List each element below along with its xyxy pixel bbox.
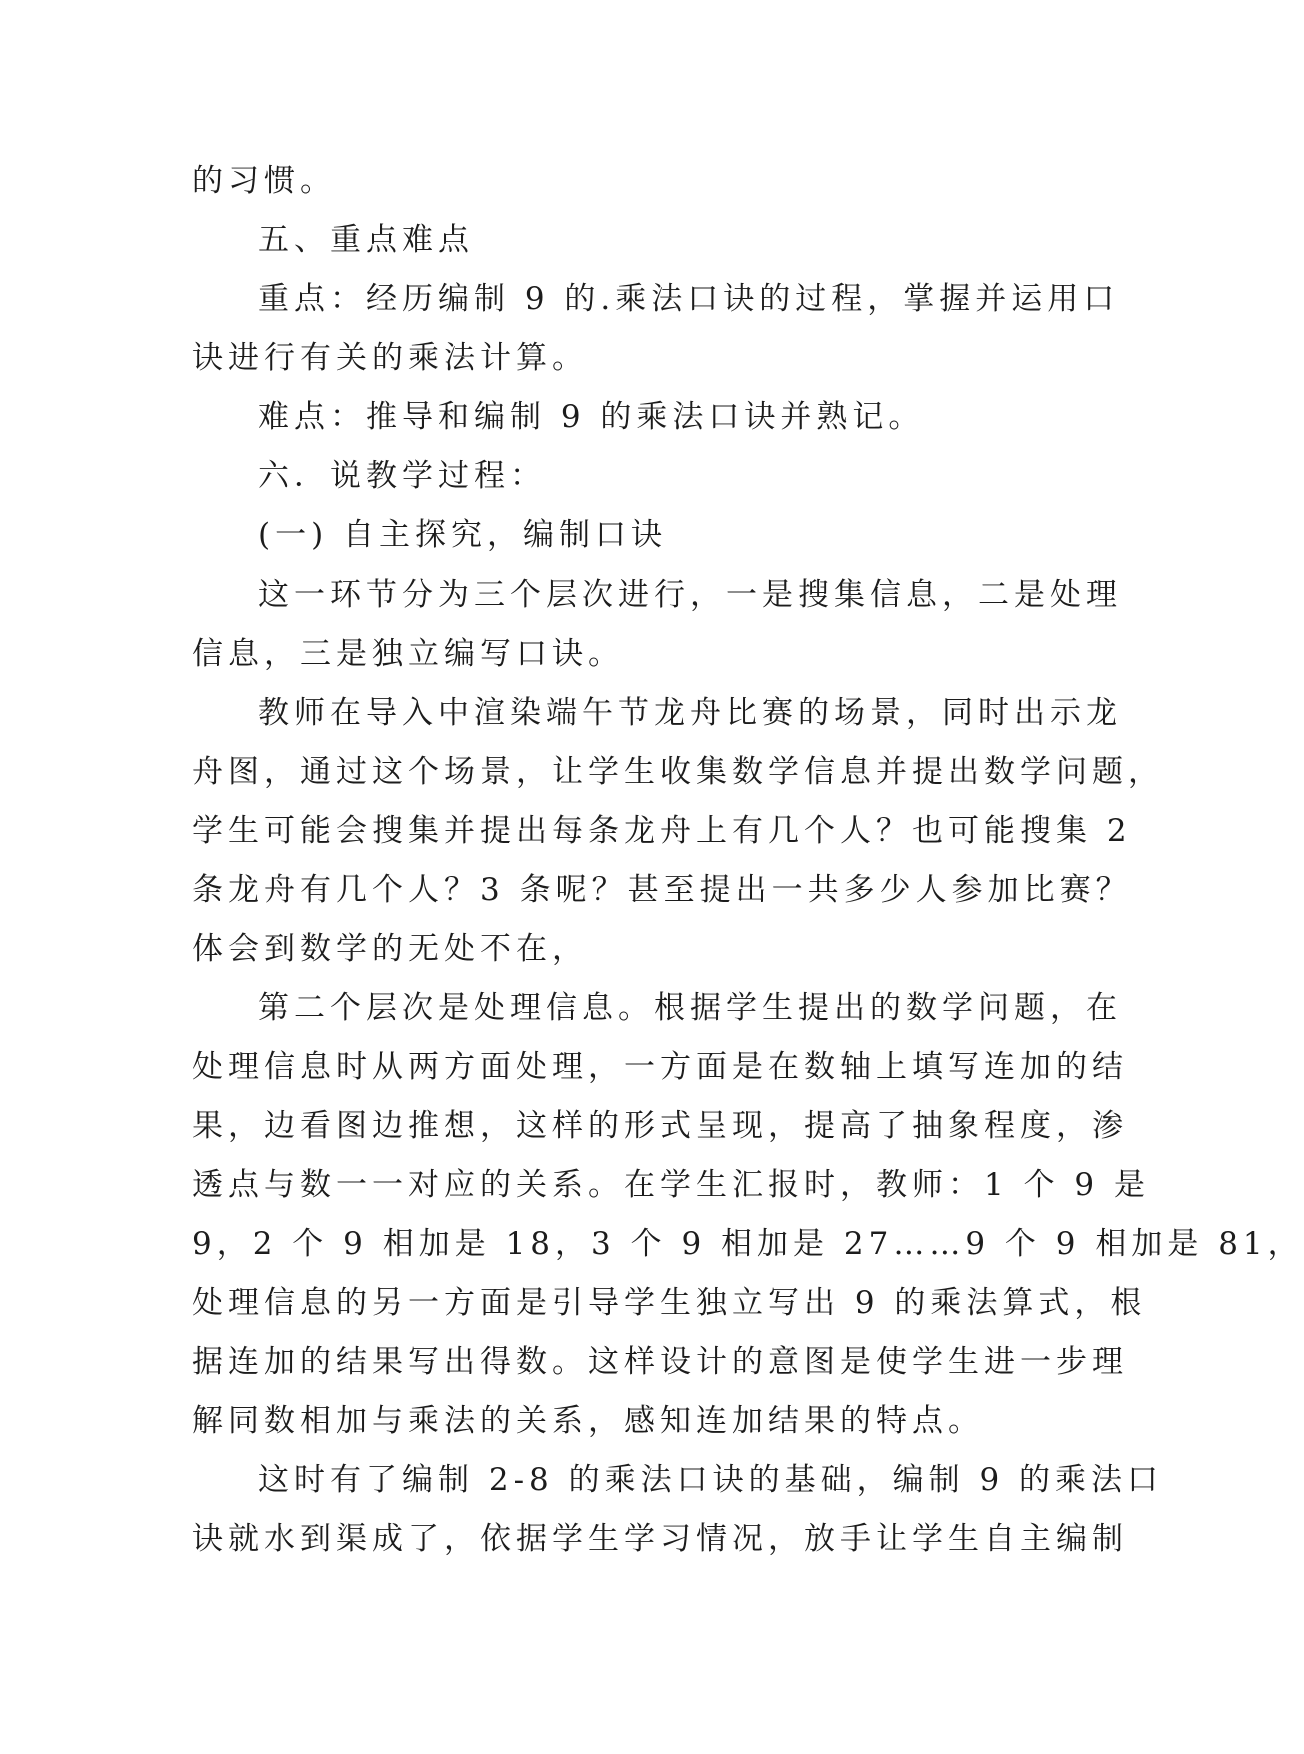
body-text-line: 第二个层次是处理信息。根据学生提出的数学问题，在 — [258, 990, 1122, 1026]
body-text-line: 诀进行有关的乘法计算。 — [192, 340, 588, 376]
body-text-line: 这一环节分为三个层次进行，一是搜集信息，二是处理 — [258, 577, 1122, 613]
body-text-line: 学生可能会搜集并提出每条龙舟上有几个人？也可能搜集 2 — [192, 813, 1132, 849]
body-text-line: 透点与数一一对应的关系。在学生汇报时，教师：1 个 9 是 — [192, 1167, 1151, 1203]
body-text-line: 处理信息的另一方面是引导学生独立写出 9 的乘法算式，根 — [192, 1285, 1147, 1321]
body-text-line: 信息，三是独立编写口诀。 — [192, 636, 624, 672]
body-text-line: 这时有了编制 2-8 的乘法口诀的基础，编制 9 的乘法口 — [258, 1462, 1164, 1498]
body-text-line: 果，边看图边推想，这样的形式呈现，提高了抽象程度，渗 — [192, 1108, 1128, 1144]
section-heading: 五、重点难点 — [258, 222, 474, 258]
body-text-line: 处理信息时从两方面处理，一方面是在数轴上填写连加的结 — [192, 1049, 1128, 1085]
body-text-line: 诀就水到渠成了，依据学生学习情况，放手让学生自主编制 — [192, 1521, 1128, 1557]
body-text-line: 舟图，通过这个场景，让学生收集数学信息并提出数学问题， — [192, 754, 1164, 790]
body-text-line: 9，2 个 9 相加是 18，3 个 9 相加是 27……9 个 9 相加是 81， — [192, 1226, 1304, 1262]
subsection-heading: (一) 自主探究，编制口诀 — [258, 517, 668, 553]
body-text-line: 教师在导入中渲染端午节龙舟比赛的场景，同时出示龙 — [258, 695, 1122, 731]
body-text-line: 重点：经历编制 9 的.乘法口诀的过程，掌握并运用口 — [258, 281, 1120, 317]
body-text-line: 体会到数学的无处不在， — [192, 931, 588, 967]
section-heading: 六．说教学过程： — [258, 458, 546, 494]
body-text-line: 据连加的结果写出得数。这样设计的意图是使学生进一步理 — [192, 1344, 1128, 1380]
body-text-line: 的习惯。 — [192, 163, 336, 199]
body-text-line: 解同数相加与乘法的关系，感知连加结果的特点。 — [192, 1403, 984, 1439]
body-text-line: 难点：推导和编制 9 的乘法口诀并熟记。 — [258, 399, 925, 435]
body-text-line: 条龙舟有几个人？3 条呢？甚至提出一共多少人参加比赛？ — [192, 872, 1132, 908]
